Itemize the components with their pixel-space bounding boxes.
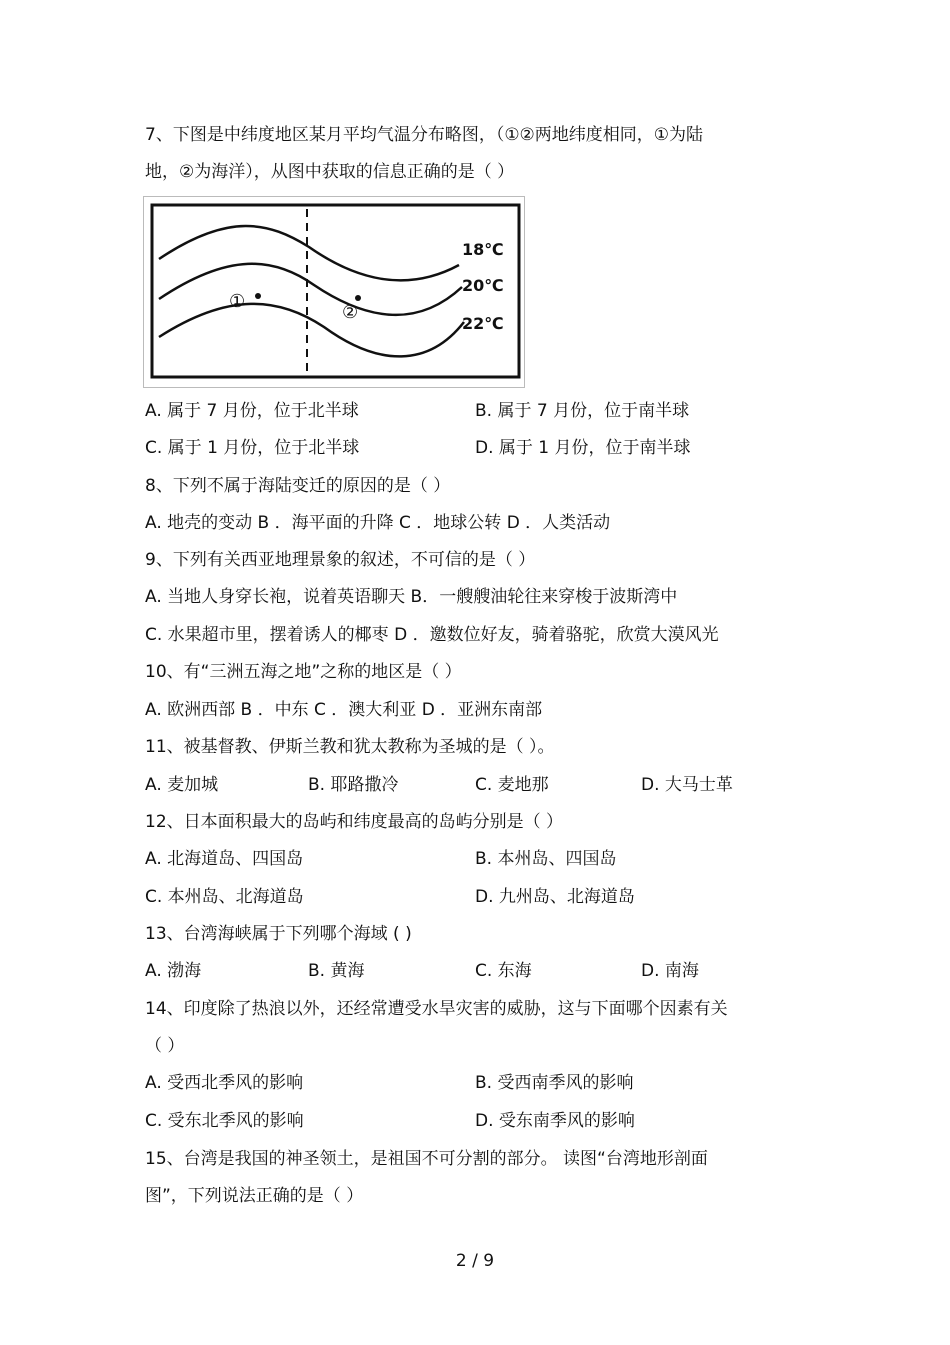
q11-option-d: D. 大马士革 (641, 775, 733, 795)
q12-option-b: B. 本州岛、四国岛 (475, 849, 617, 869)
q14-option-b: B. 受西南季风的影响 (475, 1073, 634, 1093)
q14-stem-line2: （ ） (145, 1036, 185, 1056)
marker-sea-label: ② (342, 302, 359, 323)
q11-option-b: B. 耶路撒冷 (308, 775, 399, 795)
q7-option-a: A. 属于 7 月份，位于北半球 (145, 401, 359, 421)
q14-stem-line1: 14、印度除了热浪以外，还经常遭受水旱灾害的威胁，这与下面哪个因素有关 (145, 999, 728, 1019)
page-number: 2 / 9 (455, 1251, 495, 1271)
q11-option-a: A. 麦加城 (145, 775, 219, 795)
q8-options: A. 地壳的变动 B ．海平面的升降 C ．地球公转 D ．人类活动 (145, 513, 611, 533)
q14-option-c: C. 受东北季风的影响 (145, 1111, 304, 1131)
q15-stem-line1: 15、台湾是我国的神圣领土，是祖国不可分割的部分。 读图“台湾地形剖面 (145, 1149, 708, 1169)
q13-option-a: A. 渤海 (145, 961, 202, 981)
isotherm-20 (159, 264, 462, 315)
q12-option-a: A. 北海道岛、四国岛 (145, 849, 304, 869)
q15-stem-line2: 图”，下列说法正确的是（ ） (145, 1186, 364, 1206)
label-18: 18℃ (462, 240, 504, 259)
q7-option-b: B. 属于 7 月份，位于南半球 (475, 401, 690, 421)
q13-option-b: B. 黄海 (308, 961, 365, 981)
q10-options: A. 欧洲西部 B ．中东 C ．澳大利亚 D ．亚洲东南部 (145, 700, 543, 720)
marker-sea-dot (355, 295, 361, 301)
q12-stem: 12、日本面积最大的岛屿和纬度最高的岛屿分别是（ ） (145, 812, 564, 832)
q11-stem: 11、被基督教、伊斯兰教和犹太教称为圣城的是（ ）。 (145, 737, 555, 757)
q12-option-d: D. 九州岛、北海道岛 (475, 887, 635, 907)
q7-option-d: D. 属于 1 月份，位于南半球 (475, 438, 691, 458)
marker-land-dot (255, 293, 261, 299)
isotherm-figure (143, 196, 525, 388)
q12-option-c: C. 本州岛、北海道岛 (145, 887, 304, 907)
q14-option-a: A. 受西北季风的影响 (145, 1073, 304, 1093)
q10-stem: 10、有“三洲五海之地”之称的地区是（ ） (145, 662, 462, 682)
q7-stem-line1: 7、下图是中纬度地区某月平均气温分布略图，（①②两地纬度相同，①为陆 (145, 125, 704, 145)
q13-stem: 13、台湾海峡属于下列哪个海域 ( ) (145, 924, 412, 944)
label-22: 22℃ (462, 314, 504, 333)
q9-options-cd: C. 水果超市里，摆着诱人的椰枣 D ．邀数位好友，骑着骆驼，欣赏大漠风光 (145, 625, 719, 645)
q13-option-d: D. 南海 (641, 961, 699, 981)
q13-option-c: C. 东海 (475, 961, 532, 981)
isotherm-18 (159, 226, 459, 280)
marker-land-label: ① (229, 291, 246, 312)
q8-stem: 8、下列不属于海陆变迁的原因的是（ ） (145, 476, 451, 496)
q11-option-c: C. 麦地那 (475, 775, 549, 795)
q9-options-ab: A. 当地人身穿长袍，说着英语聊天 B．一艘艘油轮往来穿梭于波斯湾中 (145, 587, 678, 607)
q7-stem-line2: 地，②为海洋），从图中获取的信息正确的是（ ） (145, 162, 515, 182)
q14-option-d: D. 受东南季风的影响 (475, 1111, 635, 1131)
isotherm-map (144, 197, 524, 387)
q9-stem: 9、下列有关西亚地理景象的叙述，不可信的是（ ） (145, 550, 536, 570)
label-20: 20℃ (462, 276, 504, 295)
q7-option-c: C. 属于 1 月份，位于北半球 (145, 438, 360, 458)
